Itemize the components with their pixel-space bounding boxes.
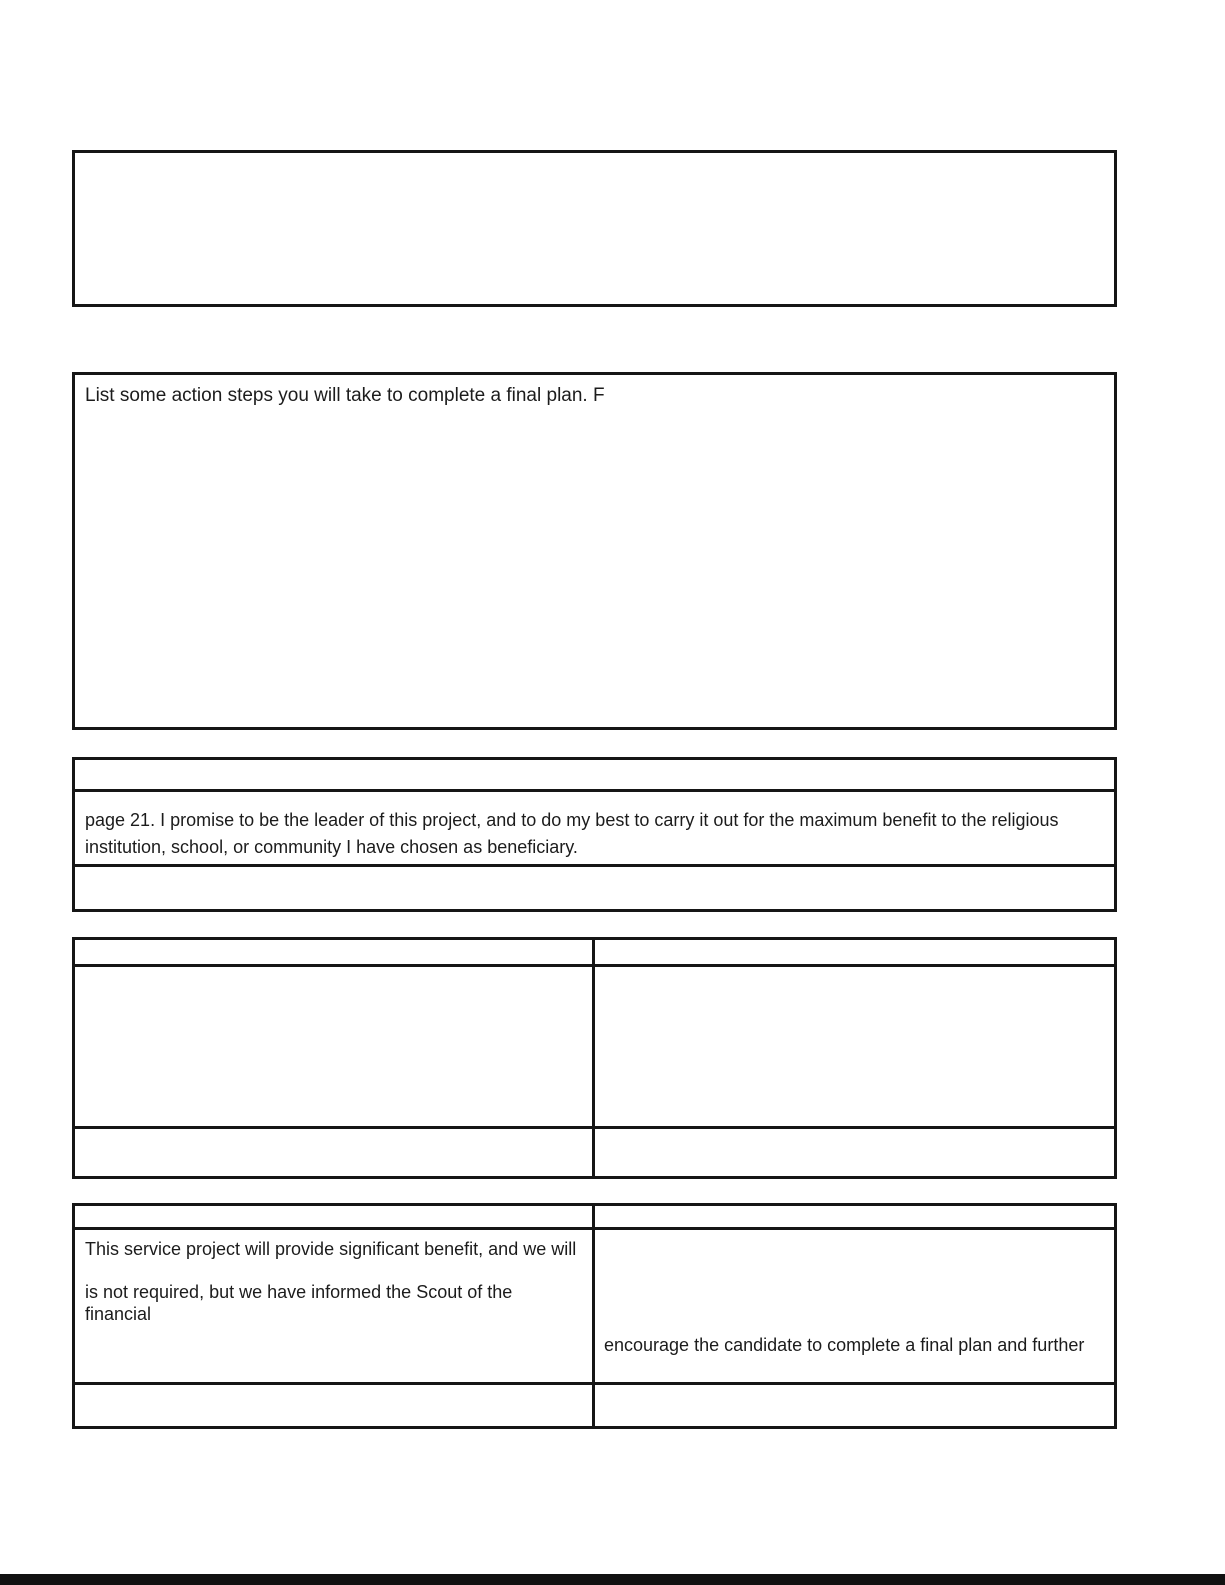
signatures-body-left-cell xyxy=(75,967,595,1129)
promise-row-bottom-empty xyxy=(75,867,1114,909)
approval-table xyxy=(72,1203,1117,1429)
promise-text-row xyxy=(75,792,1114,867)
action-steps-text: List some action steps you will take to complete a final plan. F xyxy=(85,385,605,406)
approval-header-right-cell xyxy=(595,1206,1114,1230)
promise-line-2: institution, school, or community I have chosen as beneficiary. xyxy=(85,837,578,857)
signatures-header-left-cell xyxy=(75,940,595,967)
approval-right-line-1: encourage the candidate to complete a final plan and further xyxy=(604,1335,1085,1355)
approval-footer-left-cell xyxy=(75,1385,595,1426)
approval-left-line-1: This service project will provide significant benefit, and we will xyxy=(85,1239,577,1259)
approval-body-left-cell xyxy=(75,1230,595,1385)
approval-footer-right-cell xyxy=(595,1385,1114,1426)
action-steps-box xyxy=(72,372,1117,730)
promise-section xyxy=(72,757,1117,912)
signatures-footer-right-cell xyxy=(595,1129,1114,1176)
empty-field-box-top xyxy=(72,150,1117,307)
approval-left-line-2: is not required, but we have informed the Scout of the financial xyxy=(85,1282,513,1324)
approval-body-right-cell xyxy=(595,1230,1114,1385)
signatures-body-right-cell xyxy=(595,967,1114,1129)
approval-header-left-cell xyxy=(75,1206,595,1230)
promise-row-top-empty xyxy=(75,760,1114,792)
promise-line-1: page 21. I promise to be the leader of this project, and to do my best to carry it out for the maximum benefit to the religious xyxy=(85,810,1059,830)
page-bottom-bar xyxy=(0,1574,1225,1585)
signatures-table xyxy=(72,937,1117,1179)
signatures-header-right-cell xyxy=(595,940,1114,967)
signatures-footer-left-cell xyxy=(75,1129,595,1176)
